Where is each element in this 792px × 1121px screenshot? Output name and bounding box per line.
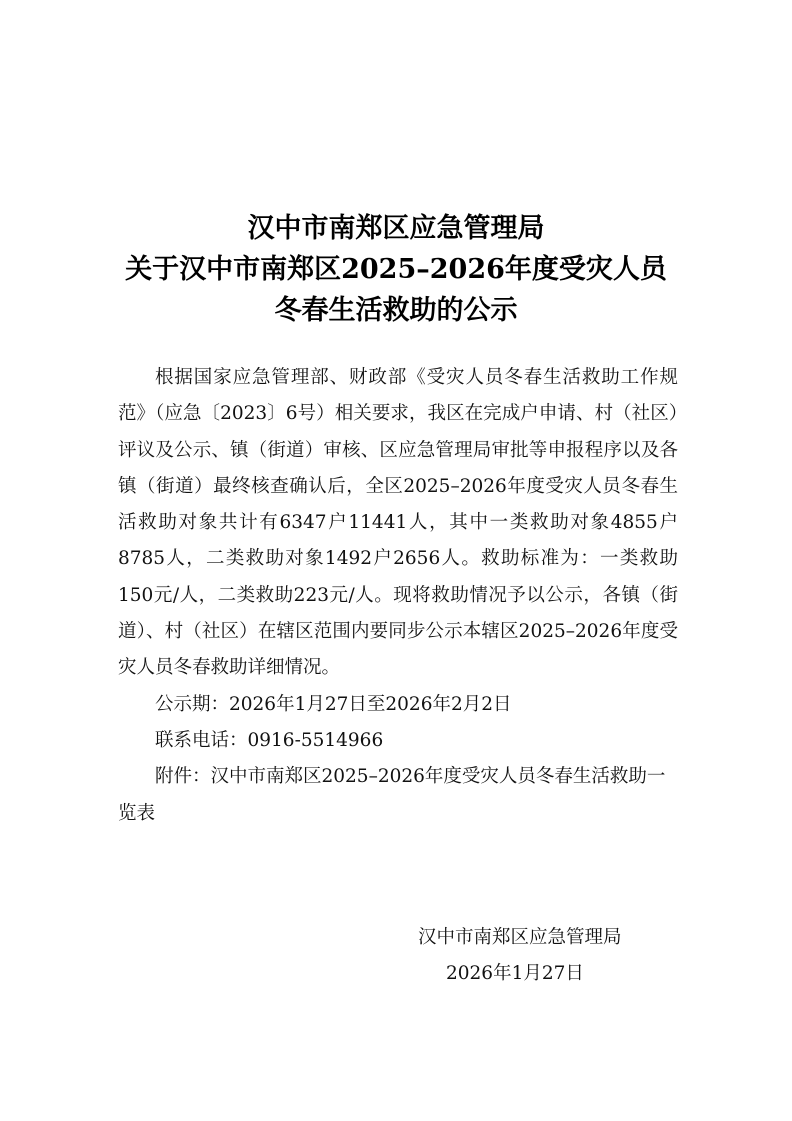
signature-date: 2026年1月27日 [446,963,584,984]
document-body [118,360,678,832]
title-line-3: 冬春生活救助的公示 [274,295,518,326]
document-title [0,208,792,331]
signature-org: 汉中市南郑区应急管理局 [418,927,622,948]
title-line-1: 汉中市南郑区应急管理局 [247,213,545,244]
title-line-2: 关于汉中市南郑区2025–2026年度受灾人员 [125,254,667,285]
publicity-period: 公示期：2026年1月27日至2026年2月2日 [155,693,512,715]
signature-block [380,920,660,992]
attachment-note: 附件：汉中市南郑区2025–2026年度受灾人员冬春生活救助一览表 [118,766,666,824]
main-paragraph: 根据国家应急管理部、财政部《受灾人员冬春生活救助工作规范》（应急〔2023〕6号）相关要求，我区在完成户申请、村（社区）评议及公示、镇（街道）审核、区应急管理局审批等申报程序以及各镇（街道）最终核查确认后，全区2025–2026年度受灾人员冬春生活救助对象共计有6347户11441人，其中一类救助对象4855户8785人，二类救助对象1492户2656人。救助标准为：一类救助150元/人，二类救助223元/人。现将救助情况予以公示，各镇（街道）、村（社区）在辖区范围内要同步公示本辖区2025–2026年度受灾人员冬春救助详细情况。 [118,367,678,679]
contact-phone: 联系电话：0916-5514966 [155,729,384,751]
